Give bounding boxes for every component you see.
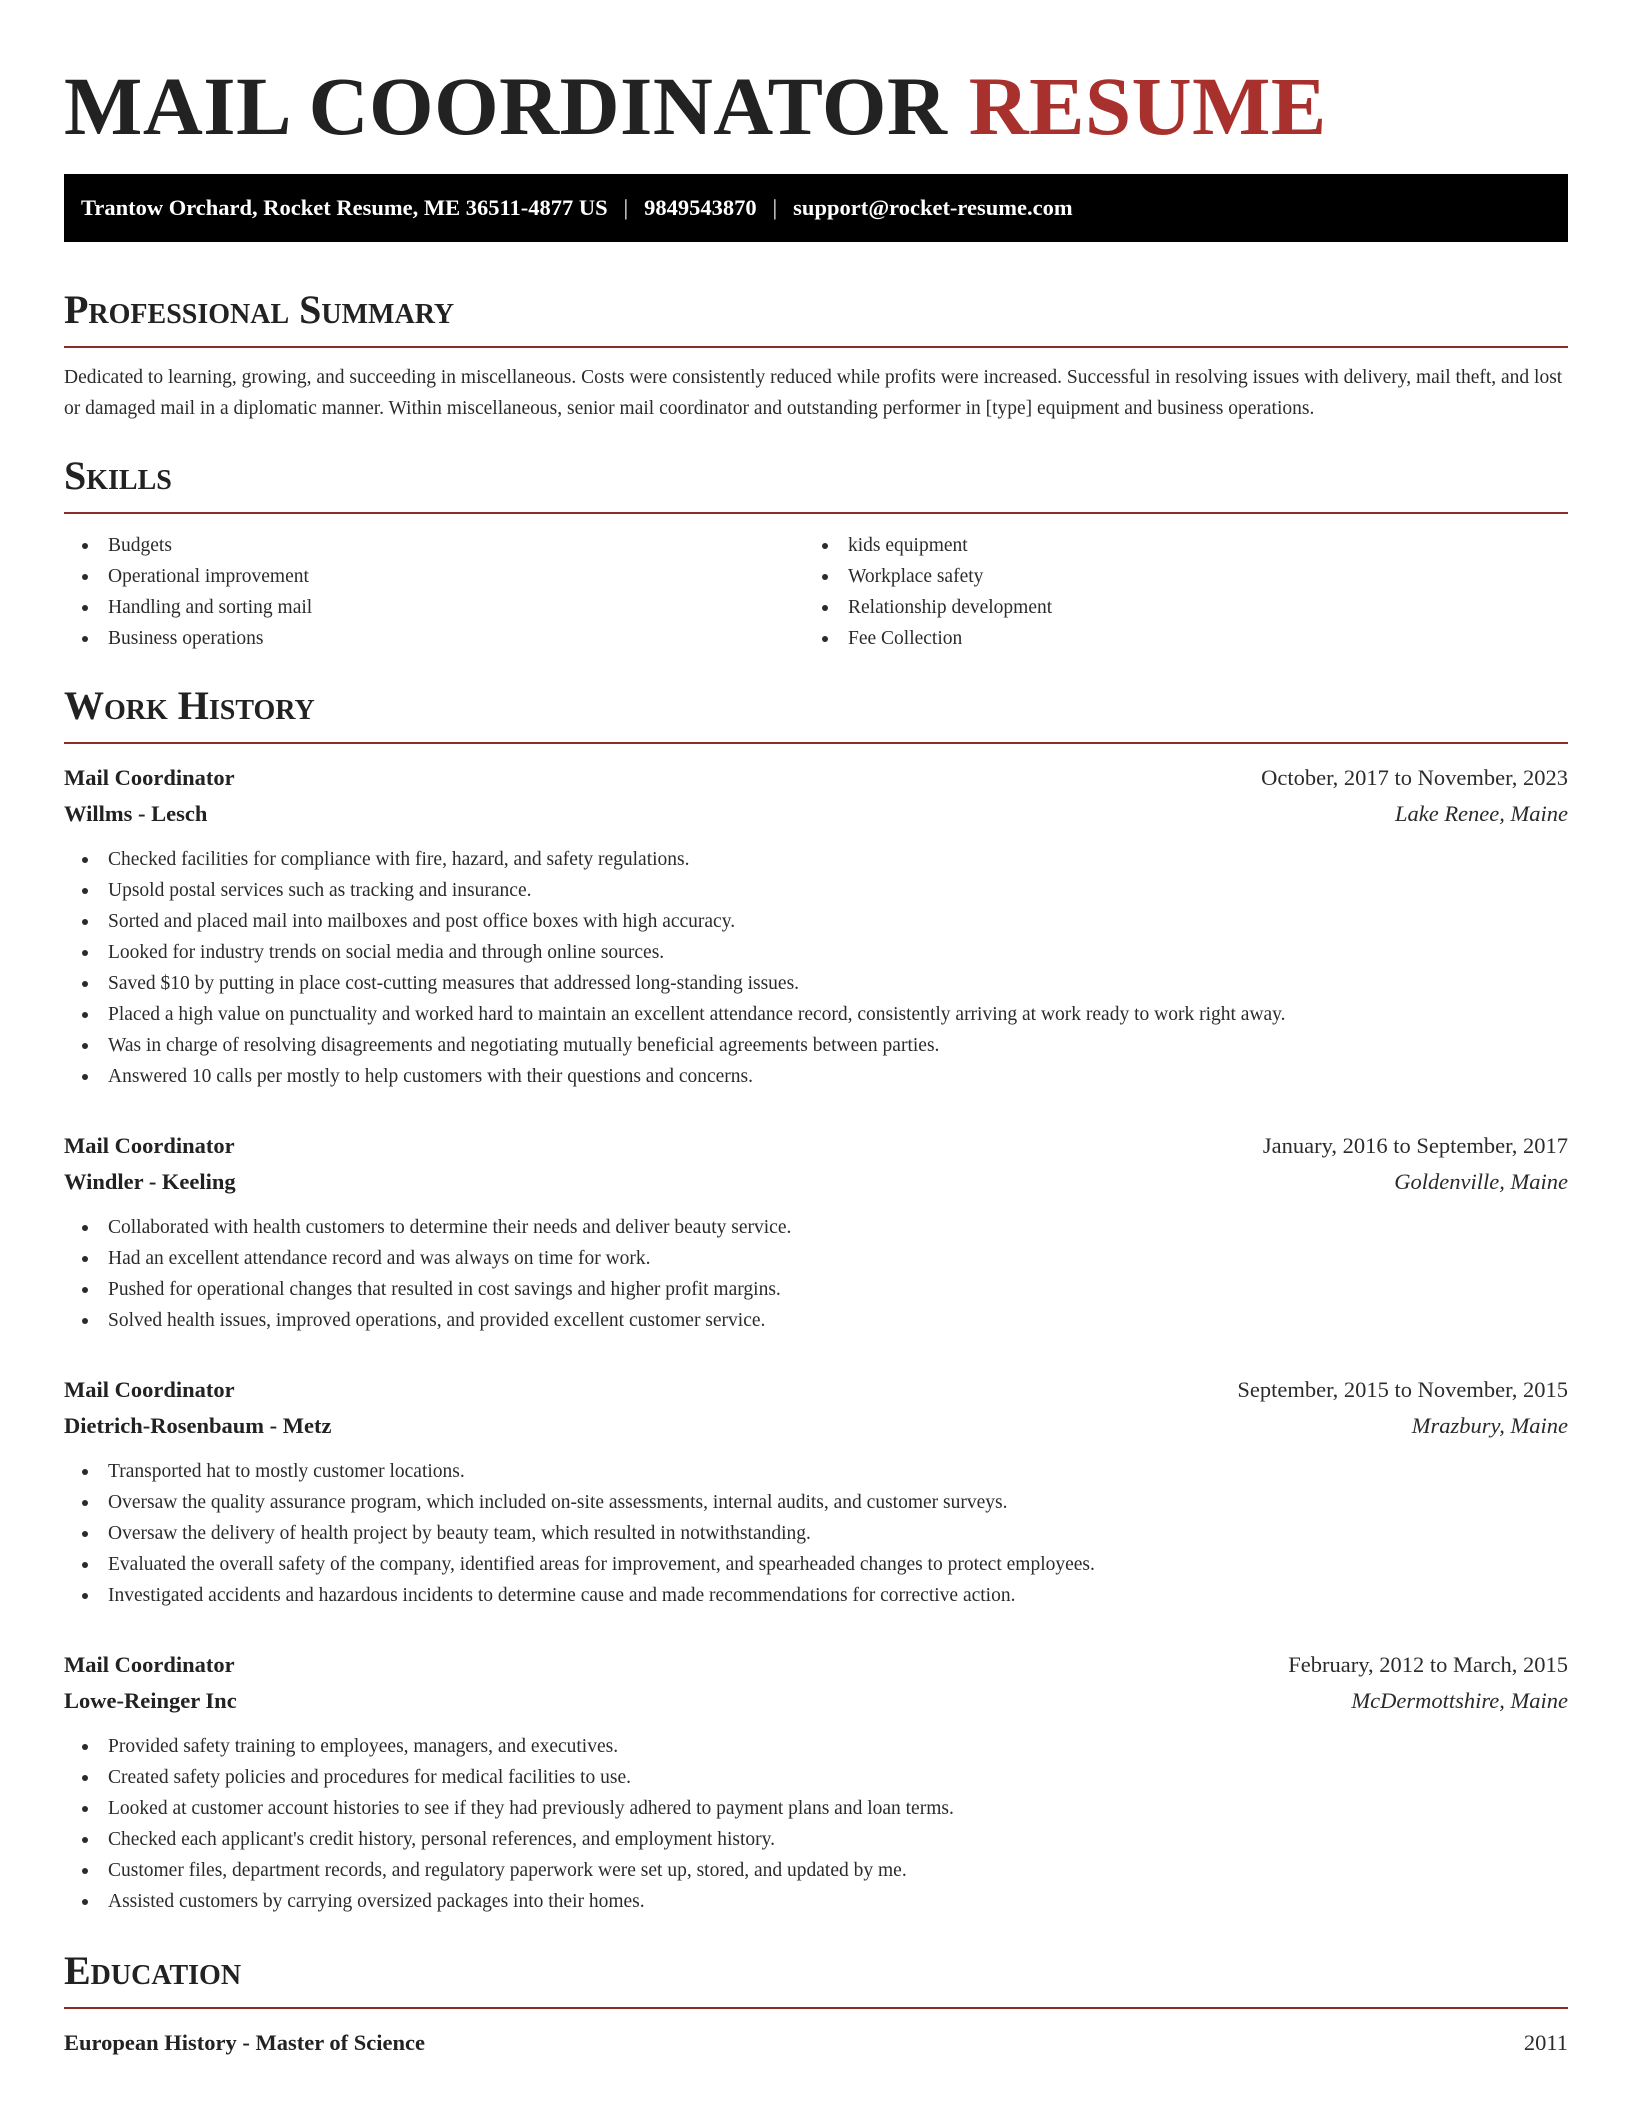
job-duty: Collaborated with health customers to determine their needs and deliver beauty service.: [64, 1212, 1568, 1243]
job-subheader: [64, 1164, 1568, 1200]
work-history-section: [64, 682, 1568, 1917]
job-duty: Upsold postal services such as tracking and insurance.: [64, 875, 1568, 906]
job-location: Mrazbury, Maine: [1411, 1413, 1568, 1438]
skill-item: Business operations: [64, 623, 804, 654]
job-subheader: [64, 1683, 1568, 1719]
job-dates: February, 2012 to March, 2015: [1288, 1652, 1568, 1677]
job-header: [64, 760, 1568, 796]
skill-item: Workplace safety: [804, 561, 1568, 592]
job-duty: Solved health issues, improved operations, and provided excellent customer service.: [64, 1305, 1568, 1336]
job-dates: January, 2016 to September, 2017: [1262, 1133, 1568, 1158]
job-dates: September, 2015 to November, 2015: [1237, 1377, 1568, 1402]
summary-text: Dedicated to learning, growing, and succeeding in miscellaneous. Costs were consistently reduced while profits were increased. Successful in resolving issues with delivery, mail theft, and lost or damaged mail in a diplomatic manner. Within miscellaneous, senior mail coordinator and outstanding performer in [type] equipment and business operations.: [64, 367, 1563, 419]
job-duties-list: [64, 1456, 1568, 1611]
job-location: Goldenville, Maine: [1394, 1169, 1568, 1194]
title-main: MAIL COORDINATOR: [64, 60, 948, 152]
job-company: Dietrich-Rosenbaum - Metz: [64, 1413, 332, 1438]
job-header: [64, 1372, 1568, 1408]
job-duty: Transported hat to mostly customer locations.: [64, 1456, 1568, 1487]
contact-phone: 9849543870: [644, 195, 757, 220]
contact-separator: |: [623, 195, 629, 220]
skill-item: kids equipment: [804, 530, 1568, 561]
job-title: Mail Coordinator: [64, 1133, 235, 1158]
skill-item: Fee Collection: [804, 623, 1568, 654]
job-duty: Looked at customer account histories to see if they had previously adhered to payment plans and loan terms.: [64, 1793, 1568, 1824]
job-duty: Checked facilities for compliance with fire, hazard, and safety regulations.: [64, 844, 1568, 875]
job-company: Windler - Keeling: [64, 1169, 236, 1194]
job-duty: Checked each applicant's credit history, personal references, and employment history.: [64, 1824, 1568, 1855]
skills-section: [64, 452, 1568, 654]
job-duty: Oversaw the quality assurance program, which included on-site assessments, internal audits, and customer surveys.: [64, 1487, 1568, 1518]
skills-heading: Skills: [64, 452, 1568, 514]
job-duty: Answered 10 calls per mostly to help customers with their questions and concerns.: [64, 1061, 1568, 1092]
skills-list-right: [804, 530, 1568, 654]
job-entry: [64, 1128, 1568, 1336]
job-title: Mail Coordinator: [64, 1377, 235, 1402]
job-duty: Looked for industry trends on social media and through online sources.: [64, 937, 1568, 968]
job-duty: Placed a high value on punctuality and worked hard to maintain an excellent attendance record, consistently arriving at work ready to work right away.: [64, 999, 1568, 1030]
job-duties-list: [64, 1731, 1568, 1917]
job-company: Willms - Lesch: [64, 801, 208, 826]
job-duty: Had an excellent attendance record and was always on time for work.: [64, 1243, 1568, 1274]
contact-separator: |: [772, 195, 778, 220]
job-duty: Was in charge of resolving disagreements and negotiating mutually beneficial agreements between parties.: [64, 1030, 1568, 1061]
job-duty: Pushed for operational changes that resulted in cost savings and higher profit margins.: [64, 1274, 1568, 1305]
skills-list-left: [64, 530, 804, 654]
job-company: Lowe-Reinger Inc: [64, 1688, 237, 1713]
job-subheader: [64, 1408, 1568, 1444]
job-location: McDermottshire, Maine: [1351, 1688, 1568, 1713]
skill-item: Budgets: [64, 530, 804, 561]
contact-email: support@rocket-resume.com: [793, 195, 1073, 220]
job-duty: Saved $10 by putting in place cost-cutting measures that addressed long-standing issues.: [64, 968, 1568, 999]
education-year: 2011: [1523, 2030, 1568, 2055]
job-title: Mail Coordinator: [64, 765, 235, 790]
contact-address: Trantow Orchard, Rocket Resume, ME 36511-4877 US: [81, 195, 608, 220]
job-duty: Provided safety training to employees, managers, and executives.: [64, 1731, 1568, 1762]
title-accent: RESUME: [968, 60, 1327, 152]
resume-title: [64, 58, 1568, 154]
education-section: [64, 1947, 1568, 2061]
job-entry: [64, 760, 1568, 1092]
job-duty: Created safety policies and procedures for medical facilities to use.: [64, 1762, 1568, 1793]
summary-heading: Professional Summary: [64, 286, 1568, 348]
work-history-heading: Work History: [64, 682, 1568, 744]
job-duties-list: [64, 1212, 1568, 1336]
summary-section: [64, 286, 1568, 424]
job-location: Lake Renee, Maine: [1394, 801, 1568, 826]
job-duty: Investigated accidents and hazardous incidents to determine cause and made recommendations for corrective action.: [64, 1580, 1568, 1611]
job-duty: Oversaw the delivery of health project by beauty team, which resulted in notwithstanding.: [64, 1518, 1568, 1549]
job-title: Mail Coordinator: [64, 1652, 235, 1677]
job-header: [64, 1128, 1568, 1164]
job-header: [64, 1647, 1568, 1683]
skill-item: Handling and sorting mail: [64, 592, 804, 623]
contact-bar: [64, 174, 1568, 242]
job-subheader: [64, 796, 1568, 832]
job-entry: [64, 1372, 1568, 1611]
job-dates: October, 2017 to November, 2023: [1261, 765, 1568, 790]
job-duties-list: [64, 844, 1568, 1092]
education-degree: European History - Master of Science: [64, 2030, 425, 2055]
job-duty: Customer files, department records, and regulatory paperwork were set up, stored, and updated by me.: [64, 1855, 1568, 1886]
job-duty: Assisted customers by carrying oversized packages into their homes.: [64, 1886, 1568, 1917]
skill-item: Relationship development: [804, 592, 1568, 623]
job-duty: Evaluated the overall safety of the company, identified areas for improvement, and spearheaded changes to protect employees.: [64, 1549, 1568, 1580]
job-entry: [64, 1647, 1568, 1917]
skill-item: Operational improvement: [64, 561, 804, 592]
job-duty: Sorted and placed mail into mailboxes and post office boxes with high accuracy.: [64, 906, 1568, 937]
education-entry: [64, 2025, 1568, 2061]
skills-grid: [64, 530, 1568, 654]
education-heading: Education: [64, 1947, 1568, 2009]
